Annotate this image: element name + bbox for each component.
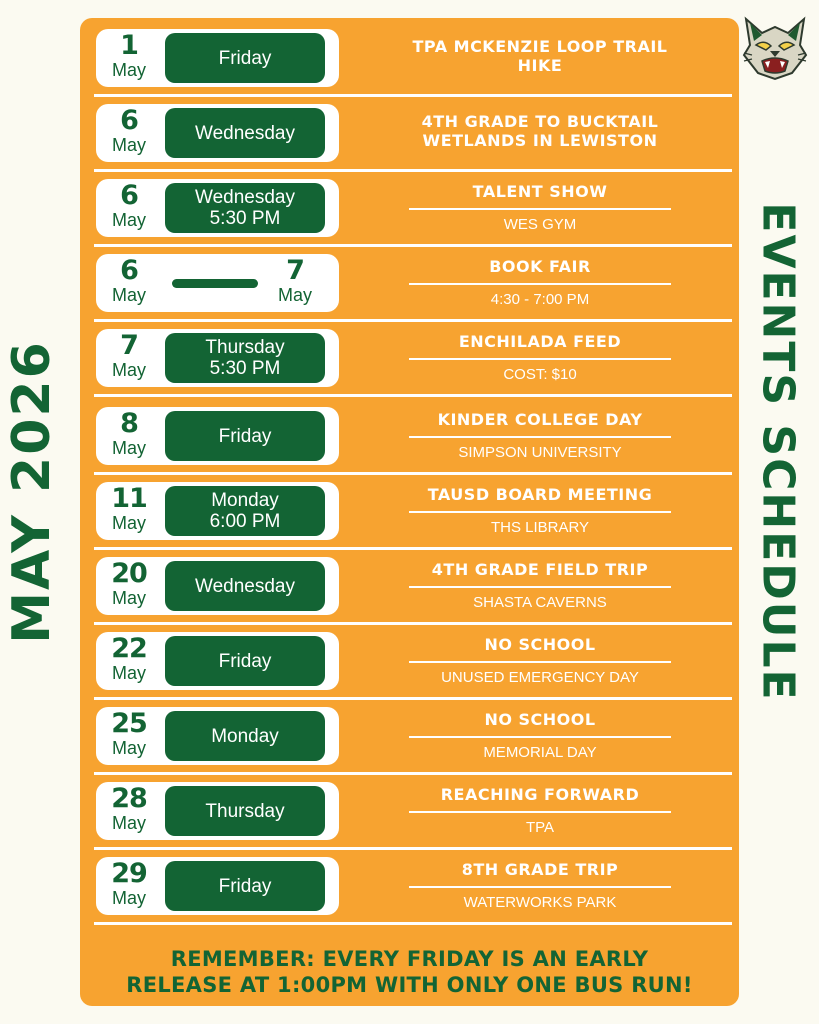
weekday-label: Thursday bbox=[205, 337, 285, 358]
day-number: 6 bbox=[120, 255, 138, 286]
wildcat-mascot-icon bbox=[740, 15, 810, 81]
date-block bbox=[96, 482, 162, 540]
date-card bbox=[96, 254, 339, 312]
weekday-pill bbox=[165, 561, 325, 611]
divider bbox=[409, 358, 671, 360]
event-info bbox=[409, 550, 671, 625]
event-row bbox=[94, 97, 732, 172]
event-title: TALENT SHOW bbox=[472, 182, 608, 201]
event-info bbox=[409, 247, 671, 322]
event-subtitle: SIMPSON UNIVERSITY bbox=[458, 444, 622, 461]
month-label: May bbox=[111, 60, 146, 80]
date-card bbox=[96, 482, 339, 540]
early-release-reminder bbox=[80, 946, 739, 998]
date-block bbox=[96, 104, 162, 162]
event-title: 4TH GRADE TO BUCKTAIL WETLANDS IN LEWISTON bbox=[421, 111, 659, 150]
event-title: 4TH GRADE FIELD TRIP bbox=[431, 560, 649, 579]
month-label: May bbox=[111, 360, 146, 380]
weekday-label: Friday bbox=[218, 875, 272, 897]
weekday-pill bbox=[165, 183, 325, 233]
day-number: 8 bbox=[120, 408, 138, 439]
weekday-pill bbox=[165, 333, 325, 383]
event-title: ENCHILADA FEED bbox=[458, 332, 622, 351]
time-label: 5:30 PM bbox=[209, 358, 281, 379]
divider bbox=[409, 586, 671, 588]
date-card bbox=[96, 329, 339, 387]
event-info bbox=[409, 475, 671, 550]
event-title: TAUSD BOARD MEETING bbox=[427, 485, 653, 504]
event-info bbox=[409, 625, 671, 700]
weekday-label: Wednesday bbox=[195, 122, 295, 144]
date-block bbox=[96, 329, 162, 387]
event-row bbox=[94, 700, 732, 775]
day-number: 11 bbox=[111, 483, 147, 514]
event-subtitle: WES GYM bbox=[503, 216, 577, 233]
day-number: 6 bbox=[120, 105, 138, 136]
day-number: 25 bbox=[111, 708, 147, 739]
weekday-pill bbox=[165, 861, 325, 911]
event-subtitle: SHASTA CAVERNS bbox=[473, 594, 607, 611]
event-title: BOOK FAIR bbox=[489, 257, 591, 276]
event-title: 8TH GRADE TRIP bbox=[461, 860, 619, 879]
event-row bbox=[94, 550, 732, 625]
month-label: May bbox=[111, 513, 146, 533]
month-label: May bbox=[111, 285, 146, 305]
date-block-start bbox=[96, 254, 162, 312]
weekday-pill bbox=[165, 411, 325, 461]
divider bbox=[409, 283, 671, 285]
event-info bbox=[409, 172, 671, 247]
event-title: NO SCHOOL bbox=[484, 710, 596, 729]
event-info bbox=[409, 400, 671, 475]
time-label: 5:30 PM bbox=[209, 208, 281, 229]
date-block bbox=[96, 857, 162, 915]
date-card bbox=[96, 857, 339, 915]
day-number: 22 bbox=[111, 633, 147, 664]
divider bbox=[409, 811, 671, 813]
event-title: KINDER COLLEGE DAY bbox=[437, 410, 643, 429]
date-block bbox=[96, 632, 162, 690]
weekday-pill bbox=[165, 486, 325, 536]
event-info bbox=[409, 97, 671, 172]
event-info bbox=[409, 22, 671, 97]
event-row bbox=[94, 22, 732, 97]
weekday-label: Friday bbox=[218, 650, 272, 672]
event-subtitle: TPA bbox=[525, 819, 555, 836]
date-card bbox=[96, 104, 339, 162]
weekday-pill bbox=[165, 33, 325, 83]
date-card bbox=[96, 782, 339, 840]
event-subtitle: WATERWORKS PARK bbox=[463, 894, 617, 911]
date-card bbox=[96, 707, 339, 765]
weekday-label: Friday bbox=[218, 47, 272, 69]
event-row bbox=[94, 625, 732, 700]
divider bbox=[409, 661, 671, 663]
month-label: May bbox=[111, 663, 146, 683]
weekday-label: Wednesday bbox=[195, 575, 295, 597]
event-info bbox=[409, 700, 671, 775]
event-row bbox=[94, 850, 732, 925]
event-row bbox=[94, 475, 732, 550]
month-label: May bbox=[111, 738, 146, 758]
event-title: REACHING FORWARD bbox=[440, 785, 640, 804]
events-panel bbox=[80, 18, 739, 1006]
month-label: May bbox=[111, 813, 146, 833]
day-number: 20 bbox=[111, 558, 147, 589]
weekday-label: Monday bbox=[211, 490, 279, 511]
divider bbox=[409, 511, 671, 513]
date-card bbox=[96, 407, 339, 465]
event-row bbox=[94, 247, 732, 322]
date-block-end bbox=[262, 254, 328, 312]
date-card bbox=[96, 29, 339, 87]
date-card bbox=[96, 557, 339, 615]
day-number: 1 bbox=[120, 30, 138, 61]
month-label: May bbox=[111, 588, 146, 608]
day-number: 6 bbox=[120, 180, 138, 211]
event-info bbox=[409, 322, 671, 397]
date-block bbox=[96, 707, 162, 765]
event-row bbox=[94, 172, 732, 247]
divider bbox=[409, 736, 671, 738]
weekday-label: Wednesday bbox=[195, 187, 295, 208]
schedule-title: EVENTS SCHEDULE bbox=[752, 202, 804, 702]
event-row bbox=[94, 400, 732, 475]
weekday-label: Monday bbox=[211, 725, 279, 747]
date-card bbox=[96, 179, 339, 237]
divider bbox=[409, 886, 671, 888]
day-number: 28 bbox=[111, 783, 147, 814]
event-info bbox=[409, 850, 671, 925]
event-subtitle: THS LIBRARY bbox=[490, 519, 590, 536]
date-block bbox=[96, 557, 162, 615]
month-label: May bbox=[111, 210, 146, 230]
event-subtitle: MEMORIAL DAY bbox=[483, 744, 597, 761]
weekday-pill bbox=[165, 108, 325, 158]
weekday-pill bbox=[165, 636, 325, 686]
month-title: MAY 2026 bbox=[2, 340, 62, 644]
day-number: 7 bbox=[120, 330, 138, 361]
weekday-label: Friday bbox=[218, 425, 272, 447]
reminder-line-2: RELEASE AT 1:00PM WITH ONLY ONE BUS RUN! bbox=[126, 973, 693, 997]
divider bbox=[409, 208, 671, 210]
weekday-pill bbox=[165, 711, 325, 761]
event-info bbox=[409, 775, 671, 850]
divider bbox=[409, 436, 671, 438]
event-title: NO SCHOOL bbox=[484, 635, 596, 654]
date-block bbox=[96, 179, 162, 237]
weekday-label: Thursday bbox=[205, 800, 285, 822]
event-subtitle: COST: $10 bbox=[503, 366, 577, 383]
month-label: May bbox=[111, 888, 146, 908]
event-subtitle: 4:30 - 7:00 PM bbox=[490, 291, 590, 308]
event-title: TPA MCKENZIE LOOP TRAIL HIKE bbox=[412, 36, 668, 75]
date-card bbox=[96, 632, 339, 690]
month-label: May bbox=[111, 135, 146, 155]
date-block bbox=[96, 782, 162, 840]
month-label: May bbox=[277, 285, 312, 305]
event-row bbox=[94, 322, 732, 397]
date-block bbox=[96, 29, 162, 87]
reminder-line-1: REMEMBER: EVERY FRIDAY IS AN EARLY bbox=[170, 947, 649, 971]
date-range-dash bbox=[172, 279, 258, 288]
event-row bbox=[94, 775, 732, 850]
date-block bbox=[96, 407, 162, 465]
day-number: 29 bbox=[111, 858, 147, 889]
day-number: 7 bbox=[286, 255, 304, 286]
event-subtitle: UNUSED EMERGENCY DAY bbox=[441, 669, 639, 686]
month-label: May bbox=[111, 438, 146, 458]
time-label: 6:00 PM bbox=[209, 511, 281, 532]
weekday-pill bbox=[165, 786, 325, 836]
